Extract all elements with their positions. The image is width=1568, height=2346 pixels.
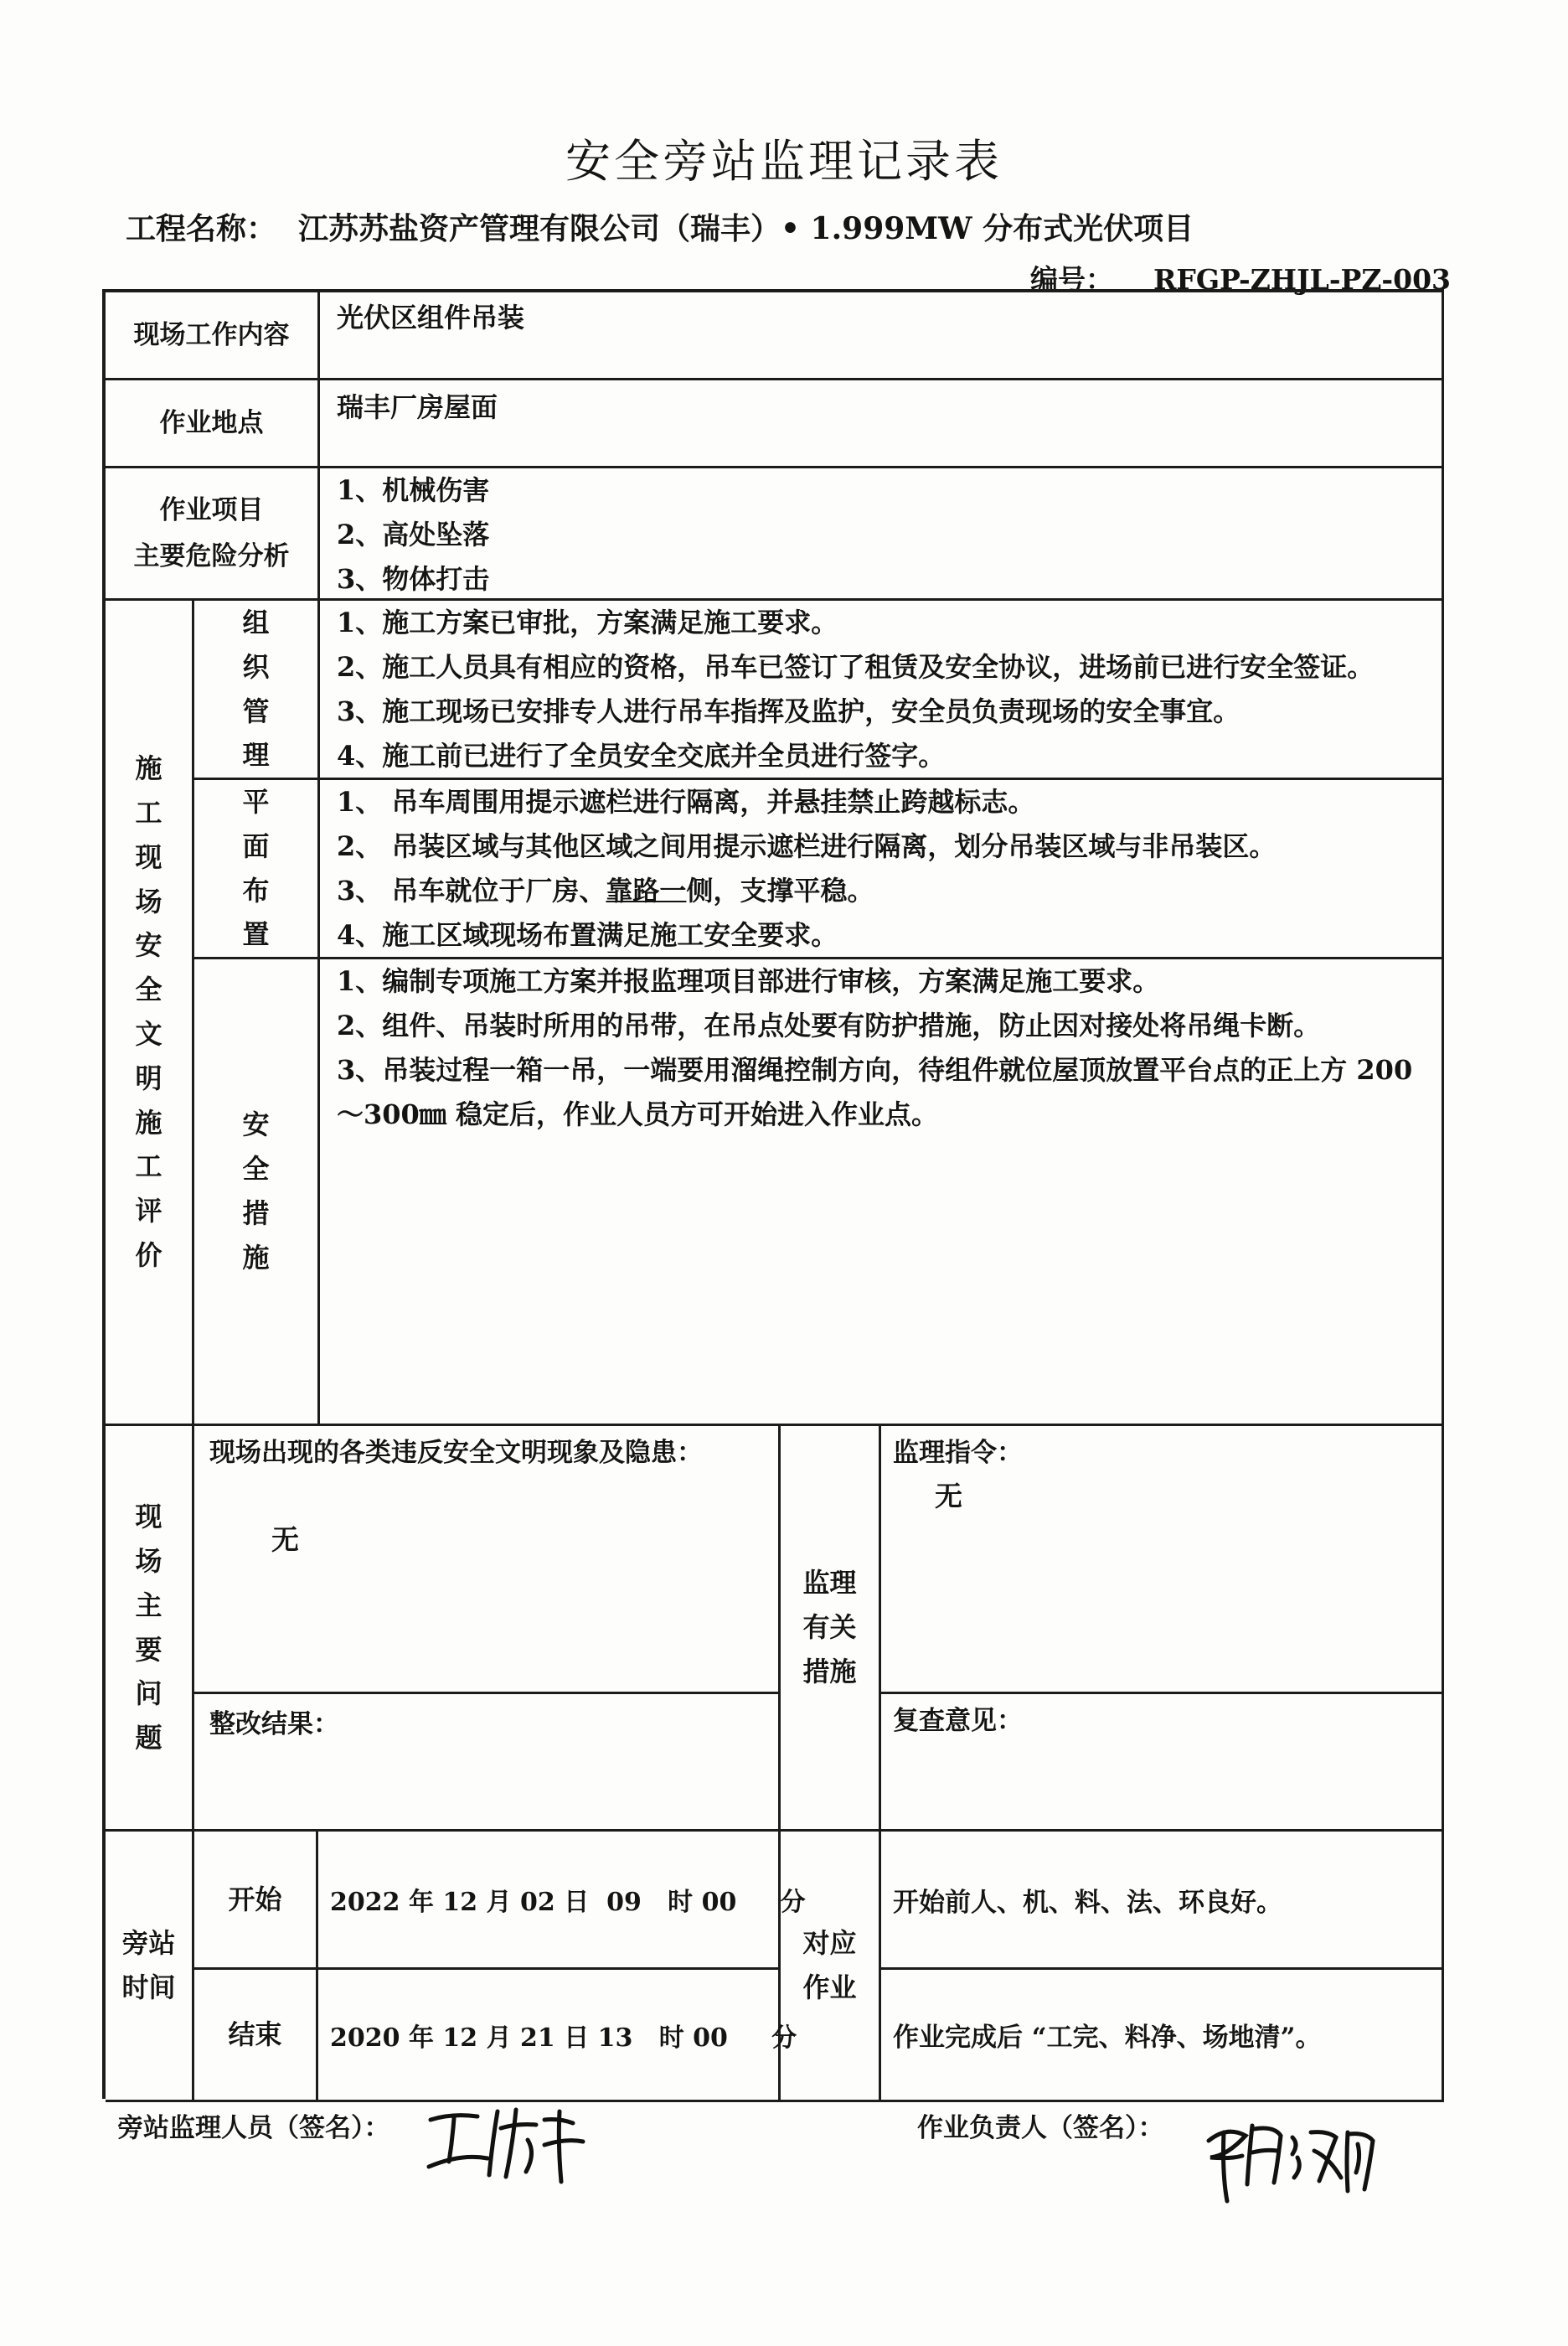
work-content-text: 光伏区组件吊装 bbox=[337, 302, 525, 333]
evaluation-label: 施工现场安全文明施工评价 bbox=[106, 601, 194, 1426]
supervisor-signature-label: 旁站监理人员（签名）： bbox=[117, 2113, 390, 2143]
start-time-value: 2022 年 12 月 02 日 09 时 00 分 bbox=[318, 1832, 781, 1970]
project-name: 江苏苏盐资产管理有限公司（瑞丰）• 1.999MW 分布式光伏项目 bbox=[298, 211, 1194, 246]
work-end-note: 作业完成后 “工完、料净、场地清”。 bbox=[881, 1970, 1444, 2102]
end-time-value: 2020 年 12 月 21 日 13 时 00 分 bbox=[318, 1970, 781, 2102]
location-text: 瑞丰厂房屋面 bbox=[337, 391, 498, 423]
start-label: 开始 bbox=[194, 1832, 318, 1970]
organization-item: 3、施工现场已安排专人进行吊车指挥及监护，安全员负责现场的安全事宜。 bbox=[337, 695, 1240, 727]
violations-label: 现场出现的各类违反安全文明现象及隐患： bbox=[209, 1438, 703, 1468]
hazard-item: 2、高处坠落 bbox=[337, 519, 490, 550]
leader-signature bbox=[1194, 2107, 1386, 2208]
document-title: 安全旁站监理记录表 bbox=[565, 135, 1003, 188]
organization-label: 组织管理 bbox=[194, 601, 320, 780]
location-value bbox=[320, 380, 1444, 468]
instruction-cell bbox=[881, 1426, 1444, 1694]
end-label: 结束 bbox=[194, 1970, 318, 2102]
location-label: 作业地点 bbox=[106, 380, 320, 468]
project-label: 工程名称： bbox=[126, 211, 277, 246]
instruction-label: 监理指令： bbox=[893, 1438, 1023, 1468]
layout-list bbox=[320, 780, 1444, 959]
violations-cell bbox=[194, 1426, 781, 1694]
violations-value: 无 bbox=[271, 1523, 299, 1556]
organization-item: 1、施工方案已审批，方案满足施工要求。 bbox=[337, 607, 838, 638]
work-label: 对应作业 bbox=[781, 1832, 881, 2102]
organization-list bbox=[320, 601, 1444, 780]
layout-label: 平面布置 bbox=[194, 780, 320, 959]
layout-item: 4、施工区域现场布置满足施工安全要求。 bbox=[337, 919, 838, 951]
work-content-label: 现场工作内容 bbox=[106, 292, 320, 380]
project-line bbox=[126, 205, 1194, 248]
code-label: 编号： bbox=[1030, 263, 1113, 296]
layout-item: 1、 吊车周围用提示遮栏进行隔离，并悬挂禁止跨越标志。 bbox=[337, 786, 1035, 818]
hazards-label-line1: 作业项目 bbox=[159, 495, 264, 526]
safety-item: 1、编制专项施工方案并报监理项目部进行审核，方案满足施工要求。 bbox=[337, 965, 1160, 997]
leader-signature-label: 作业负责人（签名）： bbox=[917, 2113, 1164, 2143]
hazards-label bbox=[106, 468, 320, 601]
hazards-list bbox=[320, 468, 1444, 601]
safety-label: 安全措施 bbox=[194, 959, 320, 1426]
rectification-label: 整改结果： bbox=[209, 1709, 339, 1739]
hazards-label-line2: 主要危险分析 bbox=[133, 540, 290, 571]
hazard-item: 1、机械伤害 bbox=[337, 474, 490, 506]
rectification-cell bbox=[194, 1694, 781, 1832]
code-value: RFGP-ZHJL-PZ-003 bbox=[1153, 263, 1452, 296]
review-cell bbox=[881, 1694, 1444, 1832]
work-content-value bbox=[320, 292, 1444, 380]
supervision-label: 监理有关措施 bbox=[781, 1426, 881, 1832]
review-label: 复查意见： bbox=[893, 1706, 1023, 1736]
time-label: 旁站时间 bbox=[106, 1832, 194, 2102]
instruction-value: 无 bbox=[935, 1480, 962, 1512]
supervisor-signature bbox=[419, 2095, 595, 2187]
organization-item: 2、施工人员具有相应的资格，吊车已签订了租赁及安全协议，进场前已进行安全签证。 bbox=[337, 651, 1375, 683]
hazard-item: 3、物体打击 bbox=[337, 563, 490, 595]
safety-item: 3、吊装过程一箱一吊，一端要用溜绳控制方向，待组件就位屋顶放置平台点的正上方 200～300㎜ 稳定后，作业人员方可开始进入作业点。 bbox=[337, 1054, 1413, 1130]
safety-list bbox=[320, 959, 1444, 1426]
record-table bbox=[102, 289, 1444, 2099]
safety-item: 2、组件、吊装时所用的吊带，在吊点处要有防护措施，防止因对接处将吊绳卡断。 bbox=[337, 1010, 1321, 1041]
work-start-note: 开始前人、机、料、法、环良好。 bbox=[881, 1832, 1444, 1970]
layout-item: 3、 吊车就位于厂房、靠路一侧，支撑平稳。 bbox=[337, 875, 874, 907]
layout-item: 2、 吊装区域与其他区域之间用提示遮栏进行隔离，划分吊装区域与非吊装区。 bbox=[337, 830, 1277, 862]
organization-item: 4、施工前已进行了全员安全交底并全员进行签字。 bbox=[337, 740, 946, 772]
underlined-text: 靠路一 bbox=[606, 875, 687, 907]
problems-label: 现场主要问题 bbox=[106, 1426, 194, 1832]
